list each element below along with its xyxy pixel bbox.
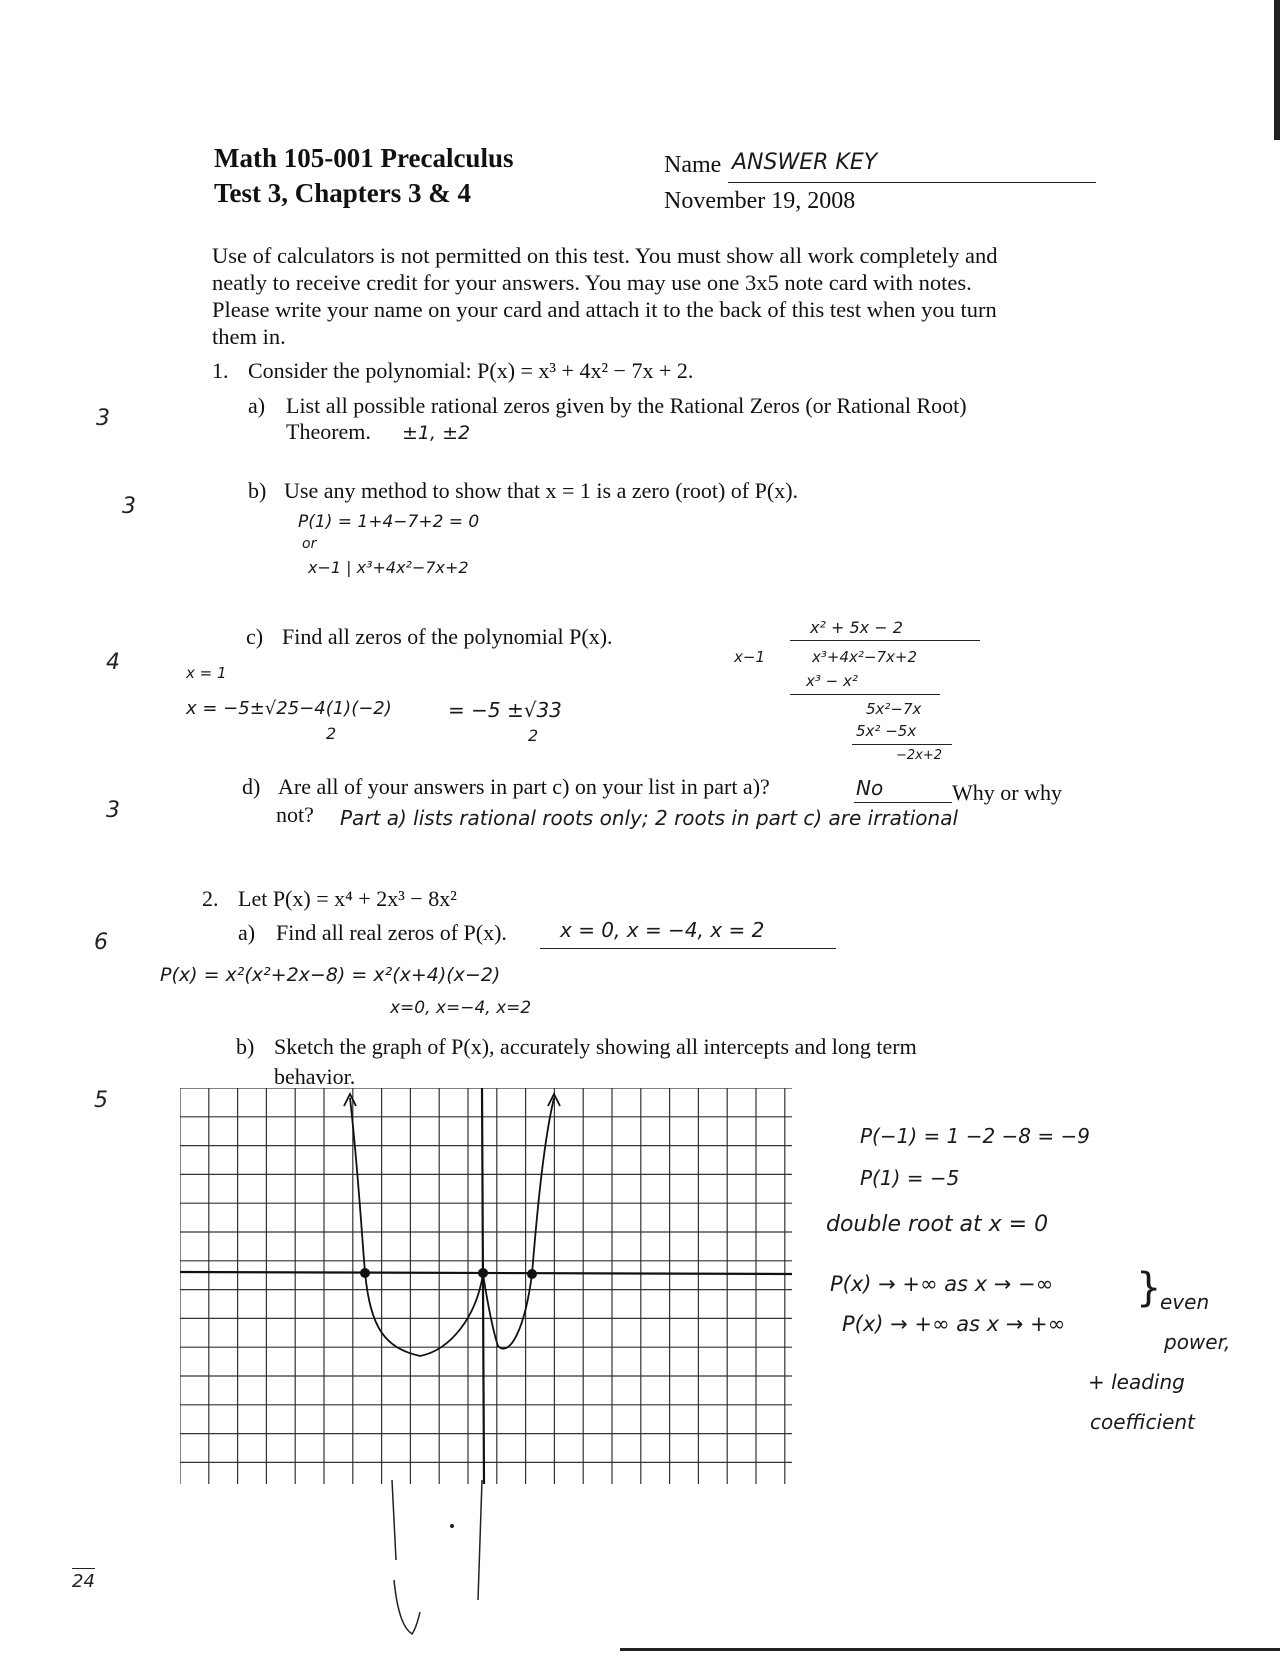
- sketch-overflow: [380, 1480, 500, 1640]
- test-date: November 19, 2008: [664, 188, 856, 214]
- intercept-point: [478, 1268, 488, 1278]
- instructions: [212, 242, 1112, 350]
- division-bar: [790, 694, 940, 695]
- score-mark: 3: [106, 798, 120, 823]
- polynomial-curve: [350, 1098, 554, 1356]
- score-mark: 4: [106, 650, 120, 675]
- q2-stem: Let P(x) = x⁴ + 2x³ − 8x²: [238, 886, 457, 911]
- note-line: double root at x = 0: [826, 1212, 1049, 1237]
- division-bar: [790, 640, 980, 641]
- q1d-text: Are all of your answers in part c) on your list in part a)?: [278, 774, 770, 799]
- q2a-work: x=0, x=−4, x=2: [390, 998, 532, 1018]
- note-line: P(1) = −5: [860, 1166, 960, 1190]
- q1d-text-3: not?: [276, 802, 314, 827]
- instruction-line: neatly to receive credit for your answers. You may use one 3x5 note card with notes.: [212, 270, 972, 295]
- test-title: Test 3, Chapters 3 & 4: [214, 178, 472, 208]
- q1c-work: = −5 ±√33: [448, 698, 562, 722]
- q1c-work: x = −5±√25−4(1)(−2): [186, 698, 392, 719]
- q1c-label: c): [246, 624, 264, 649]
- instruction-line: Please write your name on your card and attach it to the back of this test when you turn: [212, 297, 997, 322]
- scan-bottom-rule: [620, 1648, 1280, 1651]
- q2a-work: P(x) = x²(x²+2x−8) = x²(x+4)(x−2): [160, 964, 501, 986]
- sketch-graph: [180, 1088, 792, 1484]
- name-field[interactable]: [728, 150, 1096, 183]
- q1d-reason: Part a) lists rational roots only; 2 roots in part c) are irrational: [340, 806, 959, 830]
- intercept-point: [527, 1269, 537, 1279]
- q1a-text: List all possible rational zeros given by the Rational Zeros (or Rational Root): [286, 393, 967, 418]
- grid-lines: [180, 1088, 792, 1484]
- q1c-division: x³ − x²: [806, 672, 858, 690]
- q1c-text: Find all zeros of the polynomial P(x).: [282, 624, 613, 649]
- q1b-label: b): [248, 478, 267, 503]
- q1-stem: Consider the polynomial: P(x) = x³ + 4x² − 7x + 2.: [248, 358, 694, 383]
- note-line: P(x) → +∞ as x → −∞: [830, 1272, 1054, 1296]
- q1a-answer: ±1, ±2: [402, 422, 471, 444]
- q1a-text-2: Theorem.: [286, 419, 371, 444]
- scan-edge-mark: [1274, 0, 1280, 140]
- score-mark: 6: [94, 930, 108, 955]
- q1d-label: d): [242, 774, 261, 799]
- name-value: ANSWER KEY: [732, 150, 878, 175]
- q2a-text: Find all real zeros of P(x).: [276, 920, 507, 945]
- brace-icon: }: [1136, 1265, 1162, 1311]
- brace-note: coefficient: [1090, 1410, 1195, 1434]
- q1d-text-2: Why or why: [952, 780, 1062, 805]
- q2a-answer: x = 0, x = −4, x = 2: [560, 918, 765, 942]
- q1a-label: a): [248, 393, 266, 418]
- q1c-division: −2x+2: [896, 748, 943, 763]
- name-label: Name: [664, 152, 722, 178]
- note-line: P(x) → +∞ as x → +∞: [842, 1312, 1066, 1336]
- q1c-division: x−1: [734, 648, 765, 666]
- score-mark: 5: [94, 1088, 108, 1113]
- q1b-work: x−1 | x³+4x²−7x+2: [308, 558, 469, 577]
- instruction-line: them in.: [212, 324, 286, 349]
- brace-note: + leading: [1088, 1370, 1185, 1394]
- q1c-division: 5x²−7x: [866, 700, 922, 718]
- y-axis: [482, 1088, 484, 1484]
- q1c-division: 5x² −5x: [856, 722, 917, 740]
- q2b-label: b): [236, 1034, 255, 1059]
- q1d-answer-field[interactable]: [854, 776, 952, 803]
- q2a-answer-field[interactable]: [540, 918, 836, 949]
- q2-number: 2.: [202, 886, 219, 911]
- q1c-work: x = 1: [186, 664, 227, 682]
- q2b-text-2: behavior.: [274, 1064, 356, 1089]
- division-bar: [852, 744, 952, 745]
- q1b-work: P(1) = 1+4−7+2 = 0: [298, 512, 480, 532]
- brace-note: power,: [1164, 1330, 1231, 1354]
- q1c-division: x² + 5x − 2: [810, 618, 903, 637]
- total-score: 24: [72, 1568, 95, 1592]
- score-mark: 3: [122, 494, 136, 519]
- q2b-text: Sketch the graph of P(x), accurately showing all intercepts and long term: [274, 1034, 917, 1059]
- intercept-point: [360, 1268, 370, 1278]
- score-mark: 3: [96, 406, 110, 431]
- q1-number: 1.: [212, 358, 229, 383]
- brace-note: even: [1160, 1290, 1210, 1314]
- q1c-work: 2: [528, 726, 539, 745]
- q1b-text: Use any method to show that x = 1 is a zero (root) of P(x).: [284, 478, 799, 503]
- course-title: Math 105-001 Precalculus: [214, 143, 514, 173]
- q1b-work: or: [302, 536, 317, 552]
- q2a-label: a): [238, 920, 256, 945]
- note-line: P(−1) = 1 −2 −8 = −9: [860, 1124, 1090, 1148]
- q1d-answer: No: [856, 776, 884, 800]
- q1c-work: 2: [326, 724, 337, 743]
- q1c-division: x³+4x²−7x+2: [812, 648, 917, 666]
- instruction-line: Use of calculators is not permitted on this test. You must show all work completely and: [212, 243, 998, 268]
